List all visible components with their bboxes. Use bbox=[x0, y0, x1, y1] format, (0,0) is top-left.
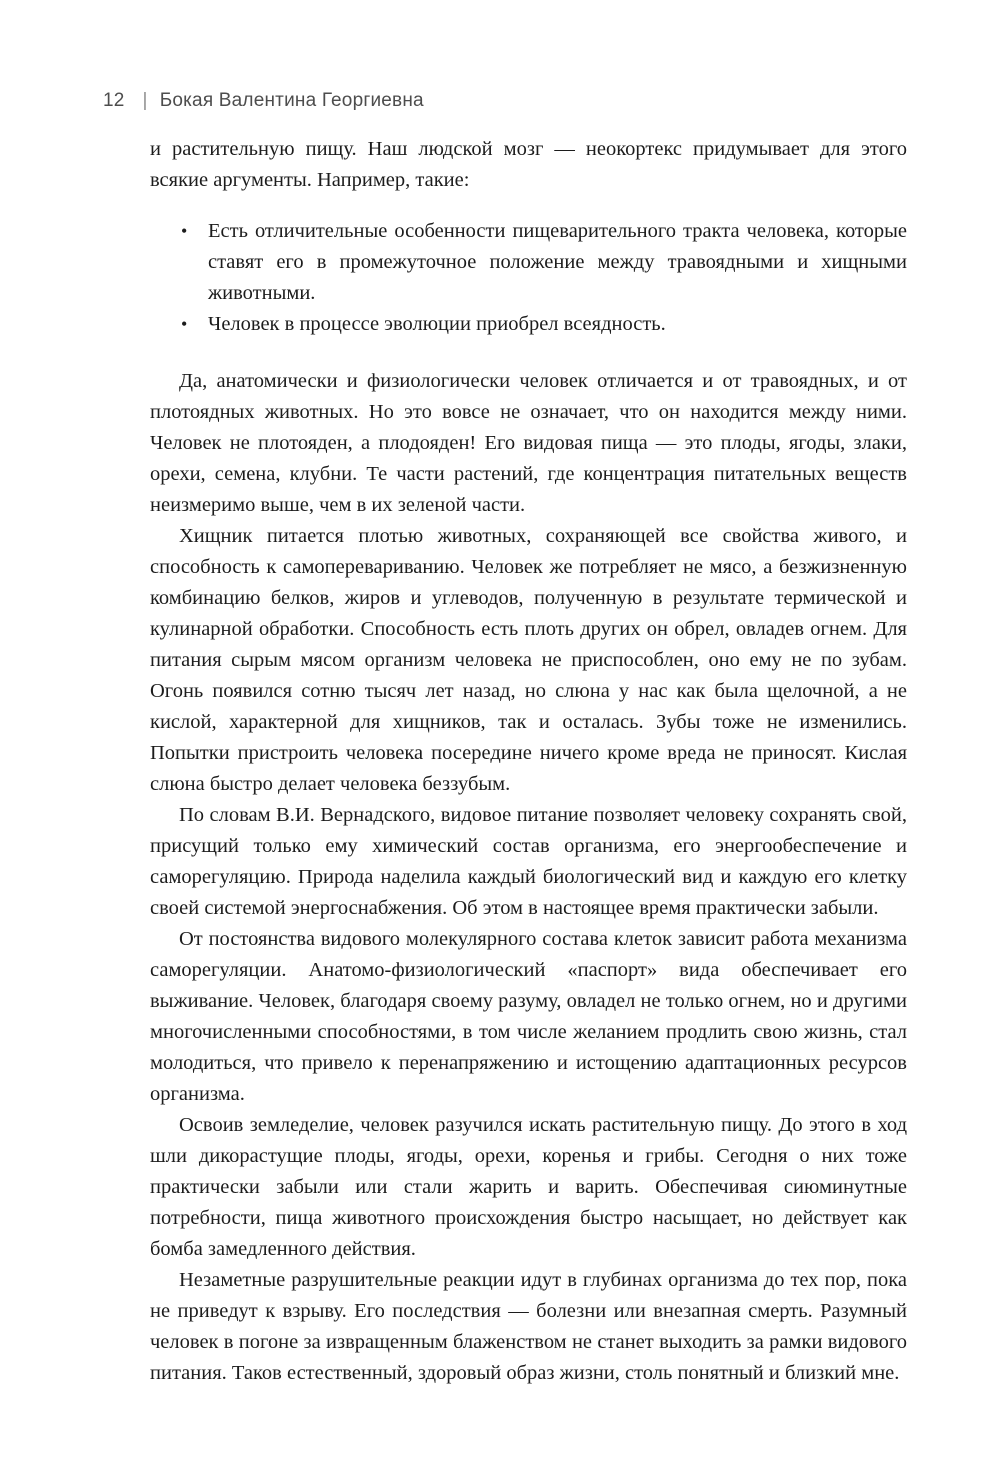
page-body bbox=[150, 134, 907, 1389]
paragraph: Незаметные разрушительные реакции идут в глубинах организма до тех пор, пока не приведут к взрыву. Его последствия — болезни или внезапная смерть. Разумный человек в погоне за извращенным блаженством не станет выходить за рамки видового питания. Таков естественный, здоровый образ жизни, столь понятный и близкий мне. bbox=[150, 1269, 907, 1384]
header-separator: | bbox=[142, 90, 148, 111]
bullet-icon: • bbox=[181, 221, 188, 241]
page-number: 12 bbox=[103, 90, 125, 111]
paragraph: По словам В.И. Вернадского, видовое питание позволяет человеку сохранять свой, присущий только ему химический состав организма, его энергообеспечение и саморегуляцию. Природа наделила каждый биологический вид и каждую его клетку своей системой энергоснабжения. Об этом в настоящее время практически забыли. bbox=[150, 804, 907, 919]
paragraph: Да, анатомически и физиологически человек отличается и от травоядных, и от плотоядных животных. Но это вовсе не означает, что он находится между ними. Человек не плотояден, а плодояден! Его видовая пища — это плоды, ягоды, злаки, орехи, семена, клубни. Те части растений, где концентрация питательных веществ неизмеримо выше, чем в их зеленой части. bbox=[150, 370, 907, 516]
bullet-list bbox=[150, 216, 907, 340]
paragraph: Хищник питается плотью животных, сохраняющей все свойства живого, и способность к самоперевариванию. Человек же потребляет не мясо, а безжизненную комбинацию белков, жиров и углеводов, полученную в результате термической и кулинарной обработки. Способность есть плоть других он обрел, овладев огнем. Для питания сырым мясом организм человека не приспособлен, оно ему не по зубам. Огонь появился сотню тысяч лет назад, но слюна у нас как была щелочной, а не кислой, характерной для хищников, так и осталась. Зубы тоже не изменились. Попытки пристроить человека посередине ничего кроме вреда не приносят. Кислая слюна быстро делает человека беззубым. bbox=[150, 525, 907, 795]
bullet-text: Есть отличительные особенности пищеварительного тракта человека, которые ставят его в промежуточное положение между травоядными и хищными животными. bbox=[208, 220, 907, 304]
bullet-item bbox=[150, 309, 907, 340]
paragraph: Освоив земледелие, человек разучился искать растительную пищу. До этого в ход шли дикорастущие плоды, ягоды, орехи, коренья и грибы. Сегодня о них тоже практически забыли или стали жарить и варить. Обеспечивая сиюминутные потребности, пища животного происхождения быстро насыщает, но действует как бомба замедленного действия. bbox=[150, 1114, 907, 1260]
intro-paragraph: и растительную пищу. Наш людской мозг — неокортекс придумывает для этого всякие аргументы. Например, такие: bbox=[150, 138, 907, 191]
bullet-text: Человек в процессе эволюции приобрел всеядность. bbox=[208, 313, 666, 335]
header-author: Бокая Валентина Георгиевна bbox=[159, 90, 424, 111]
bullet-icon: • bbox=[181, 314, 188, 334]
paragraph: От постоянства видового молекулярного состава клеток зависит работа механизма саморегуляции. Анатомо-физиологический «паспорт» вида обеспечивает его выживание. Человек, благодаря своему разуму, овладел не только огнем, но и другими многочисленными способностями, в том числе желанием продлить свою жизнь, стал молодиться, что привело к перенапряжению и истощению адаптационных ресурсов организма. bbox=[150, 928, 907, 1105]
bullet-item bbox=[150, 216, 907, 309]
page-header bbox=[103, 90, 424, 112]
